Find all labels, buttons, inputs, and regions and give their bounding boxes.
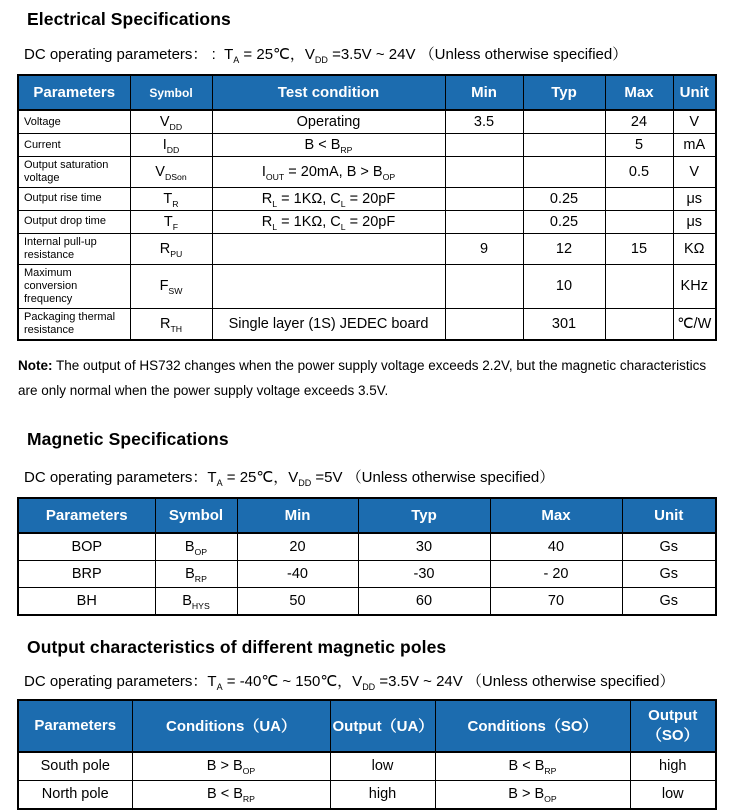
table-cell: BH: [18, 587, 155, 615]
table-cell: [445, 264, 523, 308]
table-cell: Output saturation voltage: [18, 157, 130, 188]
table-cell: $B < B_{RP}$: [435, 752, 630, 781]
header-row: [18, 75, 716, 110]
table-cell: 12: [523, 233, 605, 264]
table-cell: μs: [673, 210, 716, 233]
table-cell: Output rise time: [18, 187, 130, 210]
column-header: Output（SO）: [630, 700, 716, 752]
output-characteristics-section: [17, 637, 716, 810]
table-cell: [605, 187, 673, 210]
table-cell: V: [673, 110, 716, 134]
column-header: Typ: [523, 75, 605, 110]
table-cell: $B > B_{OP}$: [435, 780, 630, 809]
table-cell: 15: [605, 233, 673, 264]
table-cell: Voltage: [18, 110, 130, 134]
magnetic-specs-table: [17, 497, 717, 616]
table-row: [18, 134, 716, 157]
table-cell: $V_{DSon}$: [130, 157, 212, 188]
table-cell: $B < B_{RP}$: [132, 780, 330, 809]
table-cell: mA: [673, 134, 716, 157]
dc-operating-parameters-magnetic: DC operating parameters：$T_A$ = 25℃，$V_{DD} =5V$ （Unless otherwise specified）: [24, 468, 555, 488]
table-cell: high: [630, 752, 716, 781]
table-cell: low: [630, 780, 716, 809]
column-header: Min: [445, 75, 523, 110]
column-header: Output（UA）: [330, 700, 435, 752]
table-cell: Output drop time: [18, 210, 130, 233]
table-cell: Gs: [622, 587, 716, 615]
table-cell: low: [330, 752, 435, 781]
table-row: [18, 264, 716, 308]
table-cell: 40: [490, 533, 622, 561]
table-cell: 24: [605, 110, 673, 134]
table-cell: $F_{SW}$: [130, 264, 212, 308]
dc-operating-parameters-output: DC operating parameters：$T_A$ = -40℃ ~ 150℃，$V_{DD} =3.5V$ ~ 24V （Unless otherwise specified）: [24, 672, 675, 692]
table-cell: 50: [237, 587, 358, 615]
table-cell: [212, 264, 445, 308]
table-row: [18, 752, 716, 781]
table-row: [18, 187, 716, 210]
table-cell: $I_{DD}$: [130, 134, 212, 157]
column-header: Parameters: [18, 75, 130, 110]
table-cell: -40: [237, 560, 358, 587]
table-cell: [523, 134, 605, 157]
column-header: Symbol: [155, 498, 237, 533]
table-row: [18, 587, 716, 615]
table-cell: [445, 134, 523, 157]
table-cell: BOP: [18, 533, 155, 561]
table-cell: [523, 157, 605, 188]
table-cell: 3.5: [445, 110, 523, 134]
table-row: [18, 308, 716, 339]
table-cell: [445, 157, 523, 188]
table-row: [18, 110, 716, 134]
table-cell: [523, 110, 605, 134]
table-cell: [605, 264, 673, 308]
column-header: Max: [490, 498, 622, 533]
column-header: Symbol: [130, 75, 212, 110]
table-cell: Operating: [212, 110, 445, 134]
column-header: Max: [605, 75, 673, 110]
table-row: [18, 233, 716, 264]
section-title-magnetic: Magnetic Specifications: [27, 428, 229, 449]
table-cell: $T_F$: [130, 210, 212, 233]
table-cell: BRP: [18, 560, 155, 587]
table-cell: KΩ: [673, 233, 716, 264]
column-header: Unit: [622, 498, 716, 533]
column-header: Test condition: [212, 75, 445, 110]
table-cell: $R_L = 1K\Omega$, $C_L = 20pF$: [212, 187, 445, 210]
header-row: [18, 498, 716, 533]
table-row: [18, 560, 716, 587]
header-row: [18, 700, 716, 752]
table-cell: $B_{OP}$: [155, 533, 237, 561]
electrical-specifications-section: [17, 9, 716, 341]
column-header: Parameters: [18, 498, 155, 533]
table-cell: Single layer (1S) JEDEC board: [212, 308, 445, 339]
table-cell: μs: [673, 187, 716, 210]
table-cell: $R_{PU}$: [130, 233, 212, 264]
table-cell: $B_{RP}$: [155, 560, 237, 587]
section-title-electrical: Electrical Specifications: [27, 9, 231, 29]
column-header: Conditions（SO）: [435, 700, 630, 752]
table-cell: $V_{DD}$: [130, 110, 212, 134]
table-cell: -30: [358, 560, 490, 587]
column-header: Conditions（UA）: [132, 700, 330, 752]
table-cell: Packaging thermal resistance: [18, 308, 130, 339]
table-cell: [445, 210, 523, 233]
output-characteristics-table: [17, 699, 717, 810]
table-cell: KHz: [673, 264, 716, 308]
table-cell: ℃/W: [673, 308, 716, 339]
table-cell: [212, 233, 445, 264]
table-cell: 9: [445, 233, 523, 264]
table-cell: $B < B_{RP}$: [212, 134, 445, 157]
table-row: [18, 533, 716, 561]
table-cell: $I_{OUT} = 20mA$, $B > B_{OP}$: [212, 157, 445, 188]
table-cell: 70: [490, 587, 622, 615]
table-cell: [605, 210, 673, 233]
table-cell: high: [330, 780, 435, 809]
note-text: Note: The output of HS732 changes when the power supply voltage exceeds 2.2V, but the magnetic characteristics are only normal when the power supply voltage exceeds 3.5V.: [18, 357, 707, 398]
table-row: [18, 210, 716, 233]
table-cell: 5: [605, 134, 673, 157]
table-cell: Gs: [622, 560, 716, 587]
table-cell: South pole: [18, 752, 132, 781]
table-cell: 10: [523, 264, 605, 308]
table-row: [18, 780, 716, 809]
table-cell: V: [673, 157, 716, 188]
column-header: Parameters: [18, 700, 132, 752]
table-cell: - 20: [490, 560, 622, 587]
section-title-output-characteristics: Output characteristics of different magnetic poles: [27, 636, 447, 657]
table-cell: 0.5: [605, 157, 673, 188]
column-header: Typ: [358, 498, 490, 533]
magnetic-specifications-section: [17, 429, 716, 616]
table-cell: [445, 308, 523, 339]
table-cell: 60: [358, 587, 490, 615]
table-cell: $T_R$: [130, 187, 212, 210]
table-cell: $B > B_{OP}$: [132, 752, 330, 781]
table-cell: [605, 308, 673, 339]
table-cell: 0.25: [523, 187, 605, 210]
table-cell: Maximum conversion frequency: [18, 264, 130, 308]
table-cell: 20: [237, 533, 358, 561]
table-cell: [445, 187, 523, 210]
table-cell: 0.25: [523, 210, 605, 233]
table-cell: Gs: [622, 533, 716, 561]
column-header: Unit: [673, 75, 716, 110]
table-cell: $B_{HYS}$: [155, 587, 237, 615]
table-cell: Current: [18, 134, 130, 157]
table-cell: North pole: [18, 780, 132, 809]
table-cell: Internal pull-up resistance: [18, 233, 130, 264]
table-row: [18, 157, 716, 188]
electrical-specs-table: [17, 74, 717, 341]
table-cell: 301: [523, 308, 605, 339]
table-cell: $R_L = 1K\Omega$, $C_L = 20pF$: [212, 210, 445, 233]
dc-operating-parameters-electrical: DC operating parameters： : $T_A$ = 25℃，$V_{DD} =3.5V$ ~ 24V （Unless otherwise specified）: [24, 46, 628, 65]
table-cell: 30: [358, 533, 490, 561]
column-header: Min: [237, 498, 358, 533]
table-cell: $R_{TH}$: [130, 308, 212, 339]
